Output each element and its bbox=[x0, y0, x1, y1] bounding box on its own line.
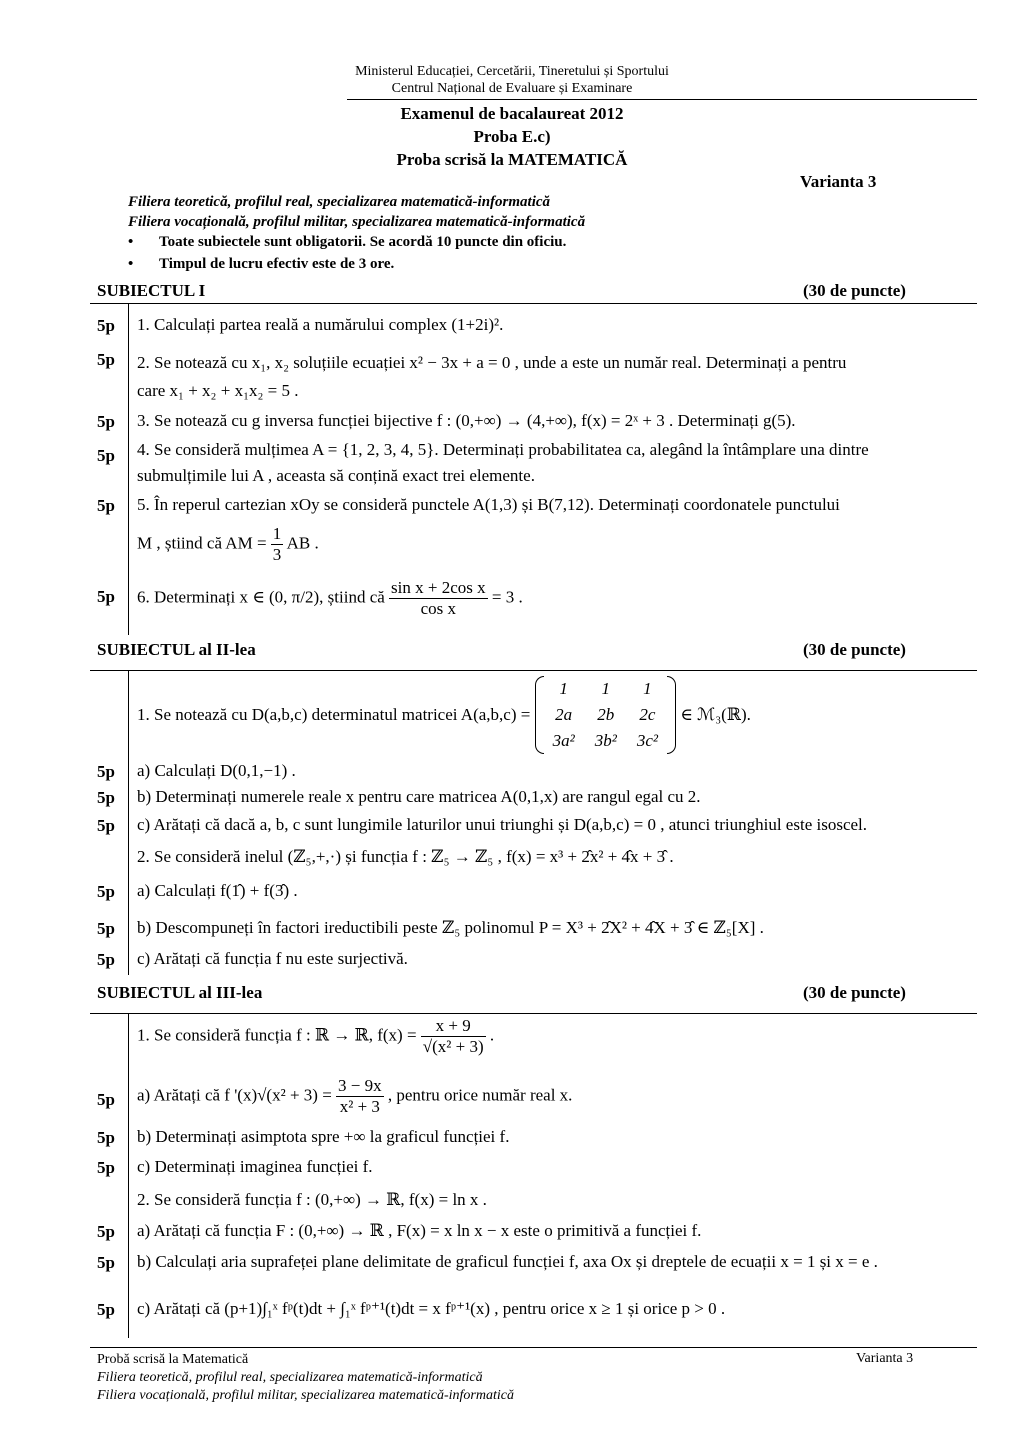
fraction bbox=[421, 1016, 486, 1057]
fraction-denominator: 3 bbox=[272, 545, 282, 564]
s2-p2a: a) Calculați f(1̂) + f(3̂) . bbox=[137, 881, 298, 900]
points-badge: 5p bbox=[97, 1158, 115, 1177]
section2-margin-line bbox=[128, 670, 129, 975]
s1-q6-post: = 3 . bbox=[491, 587, 523, 607]
points-badge: 5p bbox=[97, 1222, 115, 1241]
s2-p1-pre: 1. Se notează cu D(a,b,c) determinatul matricei A(a,b,c) = bbox=[137, 705, 531, 724]
matrix-cell: 2c bbox=[639, 705, 656, 724]
points-badge: 5p bbox=[97, 496, 115, 515]
points-badge: 5p bbox=[97, 316, 115, 335]
points-badge: 5p bbox=[97, 816, 115, 835]
fraction-numerator: 3 − 9x bbox=[338, 1076, 382, 1095]
points-badge: 5p bbox=[97, 1253, 115, 1272]
s1-q4-line1: 4. Se consideră mulțimea A = {1, 2, 3, 4, 5}. Determinați probabilitatea ca, alegând la întâmplare una dintre bbox=[137, 440, 869, 459]
s2-p2b: b) Descompuneți în factori ireductibili peste ℤ₅ polinomul P = X³ + 2̂X² + 4̂X + 3̂ ∈ ℤ₅[X] . bbox=[137, 918, 764, 937]
footer-title: Probă scrisă la Matematică bbox=[97, 1352, 249, 1367]
header-rule bbox=[347, 99, 977, 100]
fraction-denominator: x² + 3 bbox=[339, 1097, 380, 1116]
s1-q5-line2 bbox=[137, 524, 319, 565]
points-badge: 5p bbox=[97, 412, 115, 431]
bullet-icon: • bbox=[128, 234, 134, 250]
subject-title: Proba scrisă la MATEMATICĂ bbox=[396, 150, 628, 169]
fraction-numerator: x + 9 bbox=[421, 1016, 486, 1037]
variant-label: Varianta 3 bbox=[800, 172, 877, 191]
s2-p2c: c) Arătați că funcția f nu este surjectivă. bbox=[137, 949, 408, 968]
s3-p1c: c) Determinați imaginea funcției f. bbox=[137, 1157, 373, 1176]
matrix-cell: 3b² bbox=[594, 731, 617, 750]
fraction-numerator: sin x + 2cos x bbox=[391, 578, 486, 597]
center-name: Centrul Național de Evaluare și Examinare bbox=[391, 81, 633, 96]
section1-title: SUBIECTUL I bbox=[97, 281, 206, 300]
matrix-cell: 3a² bbox=[552, 731, 575, 750]
s3-p2c: c) Arătați că (p+1)∫₁ˣ fᵖ(t)dt + ∫₁ˣ fᵖ⁺¹(t)dt = x fᵖ⁺¹(x) , pentru orice x ≥ 1 și orice p > 0 . bbox=[137, 1299, 726, 1318]
fraction bbox=[389, 578, 488, 619]
fraction-numerator: 1 bbox=[272, 524, 282, 543]
ministry-name: Ministerul Educației, Cercetării, Tineretului și Sportului bbox=[355, 64, 669, 79]
points-badge: 5p bbox=[97, 950, 115, 969]
s2-p2: 2. Se consideră inelul (ℤ₅,+,·) și funcția f : ℤ₅ → ℤ₅ , f(x) = x³ + 2̂x² + 4̂x + 3̂ . bbox=[137, 847, 674, 866]
fraction-denominator: √(x² + 3) bbox=[422, 1037, 484, 1056]
points-badge: 5p bbox=[97, 1090, 115, 1109]
fraction bbox=[336, 1076, 384, 1117]
points-badge: 5p bbox=[97, 788, 115, 807]
fraction-denominator: cos x bbox=[420, 599, 457, 618]
points-badge: 5p bbox=[97, 1128, 115, 1147]
s3-p1a-pre: a) Arătați că f '(x)√(x² + 3) = bbox=[137, 1085, 332, 1105]
matrix-cell: 3c² bbox=[636, 731, 658, 750]
s1-q5-pre: M , știind că AM = bbox=[137, 533, 267, 553]
section2-title: SUBIECTUL al II-lea bbox=[97, 640, 256, 659]
s2-p1a: a) Calculați D(0,1,−1) . bbox=[137, 761, 296, 780]
matrix-cell: 1 bbox=[601, 679, 610, 698]
s1-q5-post: AB . bbox=[286, 533, 319, 553]
matrix bbox=[535, 676, 676, 754]
s2-p1 bbox=[137, 676, 751, 754]
footer-filiera-2: Filiera vocațională, profilul militar, specializarea matematică-informatică bbox=[97, 1388, 514, 1403]
s1-q1: 1. Calculați partea reală a numărului complex (1+2i)². bbox=[137, 315, 504, 334]
section1-points: (30 de puncte) bbox=[803, 281, 906, 300]
s3-p1b: b) Determinați asimptota spre +∞ la graficul funcției f. bbox=[137, 1127, 510, 1146]
s3-p1a bbox=[137, 1076, 572, 1117]
s1-q3: 3. Se notează cu g inversa funcției bijective f : (0,+∞) → (4,+∞), f(x) = 2ˣ + 3 . Determinați g(5). bbox=[137, 411, 796, 430]
exam-title: Examenul de bacalaureat 2012 bbox=[400, 104, 624, 123]
section3-points: (30 de puncte) bbox=[803, 983, 906, 1002]
points-badge: 5p bbox=[97, 587, 115, 606]
s3-p2: 2. Se consideră funcția f : (0,+∞) → ℝ, f(x) = ln x . bbox=[137, 1190, 487, 1209]
section3-rule bbox=[90, 1013, 977, 1014]
footer-filiera-1: Filiera teoretică, profilul real, specializarea matematică-informatică bbox=[97, 1370, 483, 1385]
s3-p2b: b) Calculați aria suprafeței plane delimitate de graficul funcției f, axa Ox și dreptele de ecuații x = 1 și x = e . bbox=[137, 1252, 878, 1271]
s2-p1-post: ∈ ℳ₃(ℝ). bbox=[680, 705, 751, 724]
s1-q6 bbox=[137, 578, 523, 619]
section3-title: SUBIECTUL al III-lea bbox=[97, 983, 263, 1002]
section1-rule bbox=[90, 303, 977, 304]
section2-rule bbox=[90, 670, 977, 671]
fraction bbox=[271, 524, 284, 565]
filiera-teoretica: Filiera teoretică, profilul real, specializarea matematică-informatică bbox=[128, 194, 551, 210]
instruction-2: Timpul de lucru efectiv este de 3 ore. bbox=[159, 256, 395, 272]
s1-q2-line1: 2. Se notează cu x₁, x₂ soluțiile ecuației x² − 3x + a = 0 , unde a este un număr real. Determinați a pentru bbox=[137, 353, 847, 372]
proba-title: Proba E.c) bbox=[473, 127, 551, 146]
s2-p1b: b) Determinați numerele reale x pentru care matricea A(0,1,x) are rangul egal cu 2. bbox=[137, 787, 701, 806]
matrix-cell: 2a bbox=[555, 705, 573, 724]
points-badge: 5p bbox=[97, 882, 115, 901]
footer-rule bbox=[90, 1347, 977, 1348]
section3-margin-line bbox=[128, 1013, 129, 1338]
s3-p1: 1. Se consideră funcția f : ℝ → ℝ, f(x) = $\frac{x + 9}{\text{√(x² + 3)}}$ . bbox=[137, 1016, 495, 1056]
footer-variant: Varianta 3 bbox=[856, 1351, 914, 1366]
bullet-icon: • bbox=[128, 256, 134, 272]
s1-q5-line1: 5. În reperul cartezian xOy se consideră punctele A(1,3) și B(7,12). Determinați coordonatele punctului bbox=[137, 495, 840, 514]
s3-p1a-post: , pentru orice număr real x. bbox=[387, 1085, 573, 1105]
matrix-cell: 2b bbox=[597, 705, 615, 724]
points-badge: 5p bbox=[97, 919, 115, 938]
s1-q4-line2: submulțimile lui A , aceasta să conțină exact trei elemente. bbox=[137, 466, 535, 485]
section1-margin-line bbox=[128, 303, 129, 635]
points-badge: 5p bbox=[97, 350, 115, 369]
filiera-vocationala: Filiera vocațională, profilul militar, specializarea matematică-informatică bbox=[128, 214, 586, 230]
s1-q6-pre: 6. Determinați x ∈ (0, π/2), știind că bbox=[137, 587, 385, 607]
s3-p2a: a) Arătați că funcția F : (0,+∞) → ℝ , F(x) = x ln x − x este o primitivă a funcției f. bbox=[137, 1221, 702, 1240]
matrix-cell: 1 bbox=[559, 679, 568, 698]
instruction-1: Toate subiectele sunt obligatorii. Se acordă 10 puncte din oficiu. bbox=[159, 234, 567, 250]
matrix-cell: 1 bbox=[643, 679, 652, 698]
s1-q2-line2: care x₁ + x₂ + x₁x₂ = 5 . bbox=[137, 381, 299, 400]
points-badge: 5p bbox=[97, 1300, 115, 1319]
s2-p1c: c) Arătați că dacă a, b, c sunt lungimile laturilor unui triunghi și D(a,b,c) = 0 , atunci triunghiul este isoscel. bbox=[137, 815, 868, 834]
section2-points: (30 de puncte) bbox=[803, 640, 906, 659]
points-badge: 5p bbox=[97, 446, 115, 465]
points-badge: 5p bbox=[97, 762, 115, 781]
s3-p1-pre: 1. Se consideră funcția f : ℝ → ℝ, f(x) = bbox=[137, 1025, 417, 1045]
